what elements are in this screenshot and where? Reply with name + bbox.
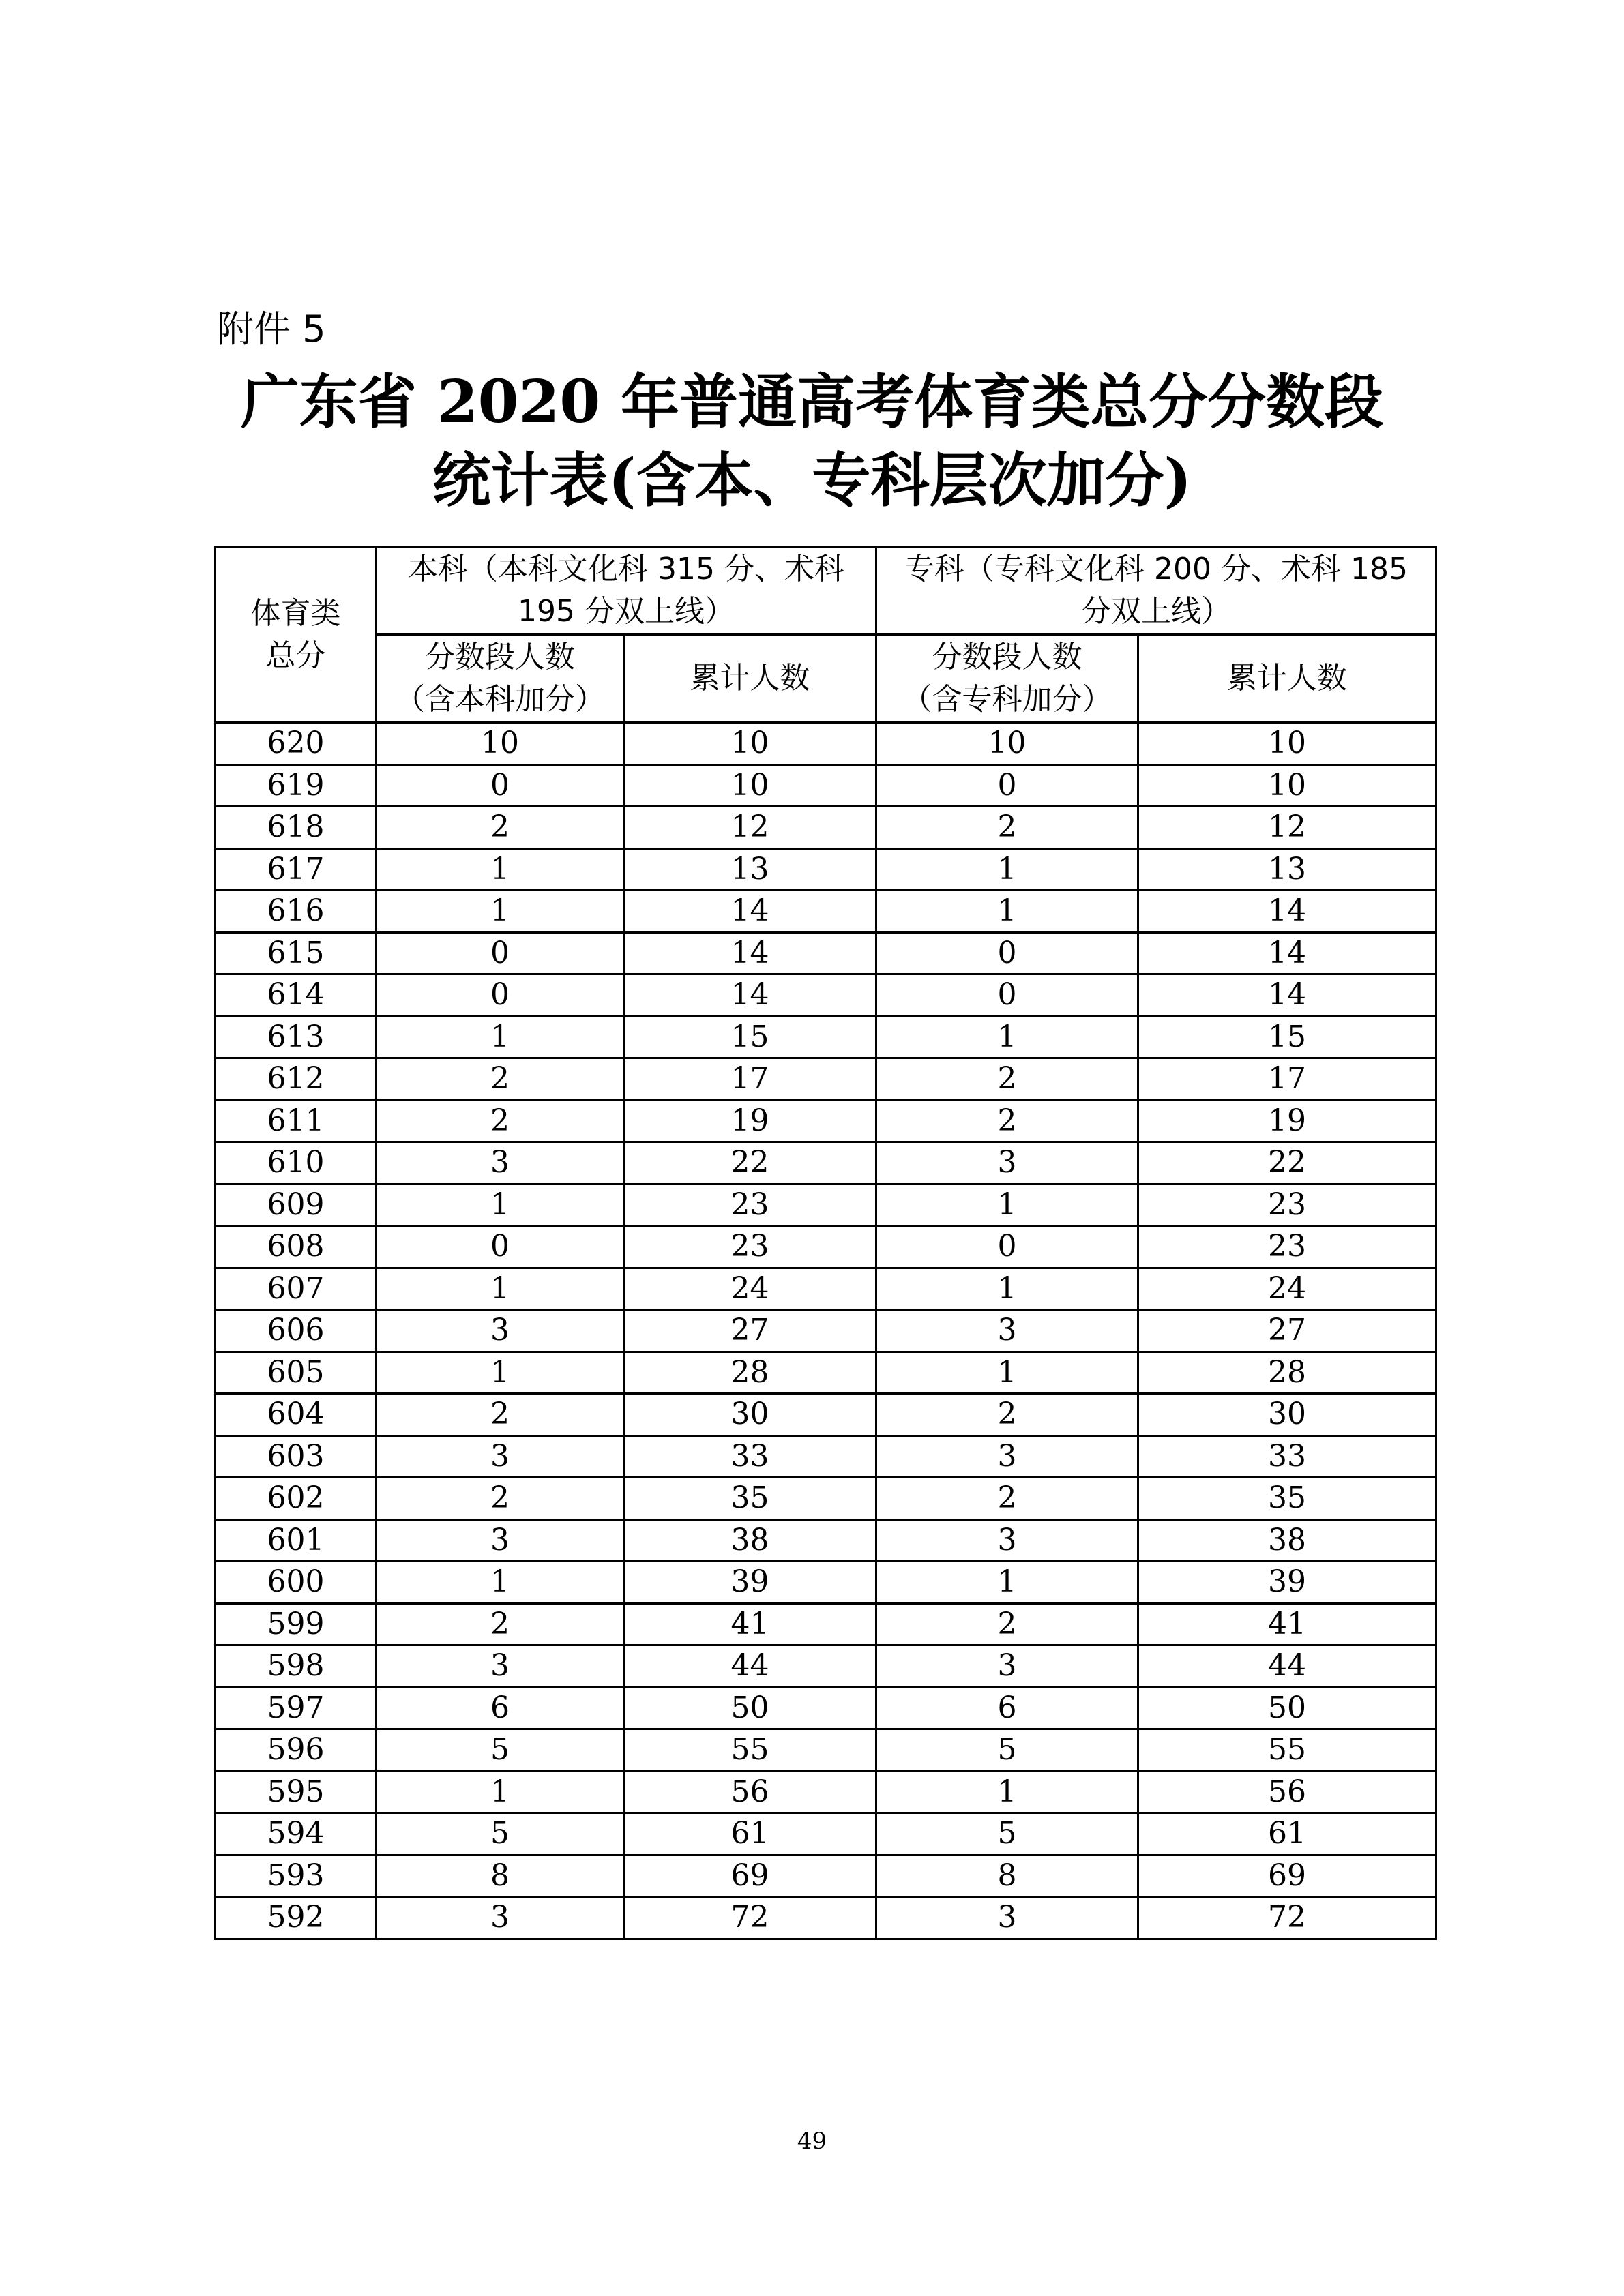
cell-junior-segment-count: 3 <box>876 1645 1138 1688</box>
table-row <box>216 764 1436 807</box>
cell-undergraduate-cumulative: 28 <box>624 1352 876 1394</box>
header-junior-segment-line-1: 分数段人数 <box>932 640 1082 674</box>
cell-junior-cumulative: 14 <box>1138 932 1436 974</box>
cell-undergraduate-cumulative: 56 <box>624 1771 876 1813</box>
cell-junior-segment-count: 3 <box>876 1519 1138 1562</box>
cell-undergraduate-cumulative: 61 <box>624 1813 876 1855</box>
cell-undergraduate-cumulative: 10 <box>624 723 876 765</box>
cell-total-score: 618 <box>216 807 377 849</box>
cell-undergraduate-cumulative: 44 <box>624 1645 876 1688</box>
cell-undergraduate-segment-count: 2 <box>377 1394 624 1436</box>
cell-junior-cumulative: 38 <box>1138 1519 1436 1562</box>
cell-total-score: 598 <box>216 1645 377 1688</box>
cell-junior-segment-count: 1 <box>876 848 1138 891</box>
header-undergraduate-line-2: 195 分双上线） <box>518 594 735 629</box>
cell-junior-cumulative: 69 <box>1138 1855 1436 1897</box>
cell-undergraduate-cumulative: 27 <box>624 1310 876 1352</box>
table-row <box>216 1813 1436 1855</box>
cell-undergraduate-segment-count: 3 <box>377 1142 624 1184</box>
cell-junior-cumulative: 10 <box>1138 723 1436 765</box>
cell-total-score: 607 <box>216 1268 377 1310</box>
cell-junior-segment-count: 1 <box>876 1562 1138 1604</box>
header-undergraduate-segment-line-2: （含本科加分） <box>395 682 605 717</box>
cell-junior-cumulative: 41 <box>1138 1603 1436 1645</box>
cell-junior-segment-count: 0 <box>876 974 1138 1017</box>
cell-total-score: 610 <box>216 1142 377 1184</box>
cell-undergraduate-cumulative: 33 <box>624 1435 876 1478</box>
cell-undergraduate-segment-count: 0 <box>377 764 624 807</box>
cell-junior-cumulative: 10 <box>1138 764 1436 807</box>
cell-undergraduate-segment-count: 1 <box>377 1016 624 1058</box>
cell-junior-segment-count: 5 <box>876 1729 1138 1772</box>
cell-undergraduate-segment-count: 2 <box>377 807 624 849</box>
table-row <box>216 723 1436 765</box>
cell-total-score: 595 <box>216 1771 377 1813</box>
cell-junior-cumulative: 23 <box>1138 1226 1436 1268</box>
table-row <box>216 848 1436 891</box>
cell-junior-segment-count: 1 <box>876 1771 1138 1813</box>
cell-junior-cumulative: 56 <box>1138 1771 1436 1813</box>
header-undergraduate-cumulative: 累计人数 <box>624 635 876 723</box>
cell-undergraduate-segment-count: 3 <box>377 1435 624 1478</box>
cell-junior-cumulative: 30 <box>1138 1394 1436 1436</box>
cell-undergraduate-segment-count: 0 <box>377 932 624 974</box>
cell-junior-segment-count: 3 <box>876 1142 1138 1184</box>
cell-total-score: 597 <box>216 1687 377 1729</box>
table-row <box>216 1478 1436 1520</box>
cell-junior-segment-count: 2 <box>876 807 1138 849</box>
table-row <box>216 1016 1436 1058</box>
cell-undergraduate-segment-count: 1 <box>377 1352 624 1394</box>
table-row <box>216 1603 1436 1645</box>
table-row <box>216 1142 1436 1184</box>
table-row <box>216 1729 1436 1772</box>
cell-undergraduate-cumulative: 15 <box>624 1016 876 1058</box>
cell-junior-segment-count: 0 <box>876 932 1138 974</box>
cell-junior-cumulative: 61 <box>1138 1813 1436 1855</box>
cell-undergraduate-cumulative: 14 <box>624 932 876 974</box>
cell-undergraduate-segment-count: 3 <box>377 1645 624 1688</box>
cell-undergraduate-segment-count: 3 <box>377 1310 624 1352</box>
cell-junior-segment-count: 1 <box>876 1352 1138 1394</box>
cell-undergraduate-cumulative: 10 <box>624 764 876 807</box>
cell-total-score: 604 <box>216 1394 377 1436</box>
cell-total-score: 599 <box>216 1603 377 1645</box>
cell-total-score: 612 <box>216 1058 377 1101</box>
header-junior-college-line-2: 分双上线） <box>1081 594 1231 629</box>
cell-junior-segment-count: 6 <box>876 1687 1138 1729</box>
cell-undergraduate-cumulative: 38 <box>624 1519 876 1562</box>
cell-undergraduate-cumulative: 14 <box>624 974 876 1017</box>
cell-junior-segment-count: 1 <box>876 1016 1138 1058</box>
cell-junior-cumulative: 19 <box>1138 1100 1436 1142</box>
table-row <box>216 932 1436 974</box>
table-row <box>216 807 1436 849</box>
cell-junior-segment-count: 1 <box>876 1184 1138 1226</box>
header-junior-college <box>876 547 1436 635</box>
table-row <box>216 1100 1436 1142</box>
cell-junior-cumulative: 27 <box>1138 1310 1436 1352</box>
table-row <box>216 1058 1436 1101</box>
cell-undergraduate-cumulative: 39 <box>624 1562 876 1604</box>
cell-undergraduate-segment-count: 5 <box>377 1813 624 1855</box>
cell-undergraduate-segment-count: 3 <box>377 1519 624 1562</box>
cell-junior-cumulative: 44 <box>1138 1645 1436 1688</box>
cell-junior-segment-count: 3 <box>876 1897 1138 1939</box>
cell-junior-cumulative: 24 <box>1138 1268 1436 1310</box>
cell-junior-segment-count: 0 <box>876 1226 1138 1268</box>
header-undergraduate <box>377 547 876 635</box>
cell-total-score: 592 <box>216 1897 377 1939</box>
cell-undergraduate-segment-count: 3 <box>377 1897 624 1939</box>
cell-undergraduate-cumulative: 35 <box>624 1478 876 1520</box>
cell-junior-cumulative: 72 <box>1138 1897 1436 1939</box>
page-number: 49 <box>797 2128 827 2155</box>
cell-total-score: 611 <box>216 1100 377 1142</box>
cell-total-score: 605 <box>216 1352 377 1394</box>
cell-undergraduate-segment-count: 2 <box>377 1478 624 1520</box>
cell-total-score: 594 <box>216 1813 377 1855</box>
table-row <box>216 891 1436 933</box>
cell-total-score: 606 <box>216 1310 377 1352</box>
cell-junior-segment-count: 2 <box>876 1100 1138 1142</box>
cell-junior-segment-count: 1 <box>876 891 1138 933</box>
table-row <box>216 1184 1436 1226</box>
header-junior-college-line-1: 专科（专科文化科 200 分、术科 185 <box>904 552 1408 586</box>
cell-undergraduate-segment-count: 8 <box>377 1855 624 1897</box>
header-junior-segment-count <box>876 635 1138 723</box>
page-title-line-2: 统计表(含本、专科层次加分) <box>432 446 1192 515</box>
cell-undergraduate-cumulative: 55 <box>624 1729 876 1772</box>
cell-junior-segment-count: 0 <box>876 764 1138 807</box>
cell-junior-cumulative: 39 <box>1138 1562 1436 1604</box>
cell-undergraduate-segment-count: 5 <box>377 1729 624 1772</box>
cell-undergraduate-cumulative: 22 <box>624 1142 876 1184</box>
cell-total-score: 603 <box>216 1435 377 1478</box>
header-undergraduate-line-1: 本科（本科文化科 315 分、术科 <box>408 552 844 586</box>
cell-undergraduate-cumulative: 30 <box>624 1394 876 1436</box>
cell-total-score: 620 <box>216 723 377 765</box>
cell-total-score: 602 <box>216 1478 377 1520</box>
cell-junior-cumulative: 22 <box>1138 1142 1436 1184</box>
cell-junior-cumulative: 50 <box>1138 1687 1436 1729</box>
cell-total-score: 614 <box>216 974 377 1017</box>
cell-total-score: 609 <box>216 1184 377 1226</box>
table-row <box>216 1562 1436 1604</box>
cell-junior-cumulative: 35 <box>1138 1478 1436 1520</box>
cell-undergraduate-cumulative: 14 <box>624 891 876 933</box>
header-junior-segment-line-2: （含专科加分） <box>902 682 1112 717</box>
table-row <box>216 1897 1436 1939</box>
cell-junior-cumulative: 14 <box>1138 974 1436 1017</box>
cell-total-score: 619 <box>216 764 377 807</box>
cell-undergraduate-segment-count: 2 <box>377 1100 624 1142</box>
cell-total-score: 616 <box>216 891 377 933</box>
cell-undergraduate-segment-count: 2 <box>377 1603 624 1645</box>
table-subheader-row <box>216 635 1436 723</box>
table-row <box>216 1352 1436 1394</box>
cell-junior-segment-count: 3 <box>876 1435 1138 1478</box>
cell-total-score: 593 <box>216 1855 377 1897</box>
cell-undergraduate-cumulative: 12 <box>624 807 876 849</box>
table-row <box>216 1268 1436 1310</box>
cell-undergraduate-segment-count: 0 <box>377 1226 624 1268</box>
score-distribution-table <box>214 546 1437 1940</box>
table-row <box>216 1310 1436 1352</box>
table-row <box>216 1855 1436 1897</box>
cell-undergraduate-segment-count: 1 <box>377 1268 624 1310</box>
cell-undergraduate-cumulative: 13 <box>624 848 876 891</box>
cell-undergraduate-cumulative: 41 <box>624 1603 876 1645</box>
cell-undergraduate-segment-count: 1 <box>377 891 624 933</box>
cell-junior-segment-count: 2 <box>876 1058 1138 1101</box>
cell-undergraduate-cumulative: 50 <box>624 1687 876 1729</box>
cell-undergraduate-cumulative: 69 <box>624 1855 876 1897</box>
table-body <box>216 723 1436 1939</box>
cell-undergraduate-cumulative: 24 <box>624 1268 876 1310</box>
cell-undergraduate-segment-count: 1 <box>377 1771 624 1813</box>
table-row <box>216 1645 1436 1688</box>
cell-junior-segment-count: 2 <box>876 1478 1138 1520</box>
cell-junior-cumulative: 17 <box>1138 1058 1436 1101</box>
cell-undergraduate-segment-count: 0 <box>377 974 624 1017</box>
table-row <box>216 1687 1436 1729</box>
cell-undergraduate-segment-count: 1 <box>377 1562 624 1604</box>
cell-junior-cumulative: 15 <box>1138 1016 1436 1058</box>
cell-junior-cumulative: 55 <box>1138 1729 1436 1772</box>
attachment-label: 附件 5 <box>217 308 326 351</box>
cell-junior-segment-count: 2 <box>876 1394 1138 1436</box>
cell-undergraduate-cumulative: 23 <box>624 1184 876 1226</box>
cell-undergraduate-cumulative: 19 <box>624 1100 876 1142</box>
cell-total-score: 600 <box>216 1562 377 1604</box>
cell-junior-segment-count: 8 <box>876 1855 1138 1897</box>
table-row <box>216 1771 1436 1813</box>
header-total-score-line-1: 体育类 <box>250 595 341 631</box>
cell-undergraduate-segment-count: 10 <box>377 723 624 765</box>
header-undergraduate-segment-count <box>377 635 624 723</box>
page-title-line-1: 广东省 2020 年普通高考体育类总分分数段 <box>240 368 1384 436</box>
cell-total-score: 608 <box>216 1226 377 1268</box>
cell-junior-cumulative: 28 <box>1138 1352 1436 1394</box>
cell-undergraduate-segment-count: 1 <box>377 848 624 891</box>
table-row <box>216 1394 1436 1436</box>
cell-undergraduate-segment-count: 2 <box>377 1058 624 1101</box>
cell-total-score: 596 <box>216 1729 377 1772</box>
cell-junior-cumulative: 23 <box>1138 1184 1436 1226</box>
cell-total-score: 617 <box>216 848 377 891</box>
header-total-score-line-2: 总分 <box>265 638 326 673</box>
header-total-score <box>216 547 377 723</box>
table-row <box>216 1226 1436 1268</box>
table-row <box>216 1435 1436 1478</box>
cell-total-score: 613 <box>216 1016 377 1058</box>
cell-undergraduate-cumulative: 17 <box>624 1058 876 1101</box>
table-row <box>216 974 1436 1017</box>
cell-total-score: 601 <box>216 1519 377 1562</box>
cell-junior-cumulative: 13 <box>1138 848 1436 891</box>
cell-junior-segment-count: 10 <box>876 723 1138 765</box>
cell-undergraduate-segment-count: 6 <box>377 1687 624 1729</box>
cell-junior-cumulative: 12 <box>1138 807 1436 849</box>
cell-total-score: 615 <box>216 932 377 974</box>
cell-undergraduate-segment-count: 1 <box>377 1184 624 1226</box>
cell-junior-cumulative: 33 <box>1138 1435 1436 1478</box>
cell-junior-segment-count: 1 <box>876 1268 1138 1310</box>
table-row <box>216 1519 1436 1562</box>
cell-junior-segment-count: 5 <box>876 1813 1138 1855</box>
cell-undergraduate-cumulative: 23 <box>624 1226 876 1268</box>
cell-junior-segment-count: 2 <box>876 1603 1138 1645</box>
header-junior-cumulative: 累计人数 <box>1138 635 1436 723</box>
cell-undergraduate-cumulative: 72 <box>624 1897 876 1939</box>
cell-junior-cumulative: 14 <box>1138 891 1436 933</box>
cell-junior-segment-count: 3 <box>876 1310 1138 1352</box>
table-header-row <box>216 547 1436 635</box>
header-undergraduate-segment-line-1: 分数段人数 <box>425 640 575 674</box>
